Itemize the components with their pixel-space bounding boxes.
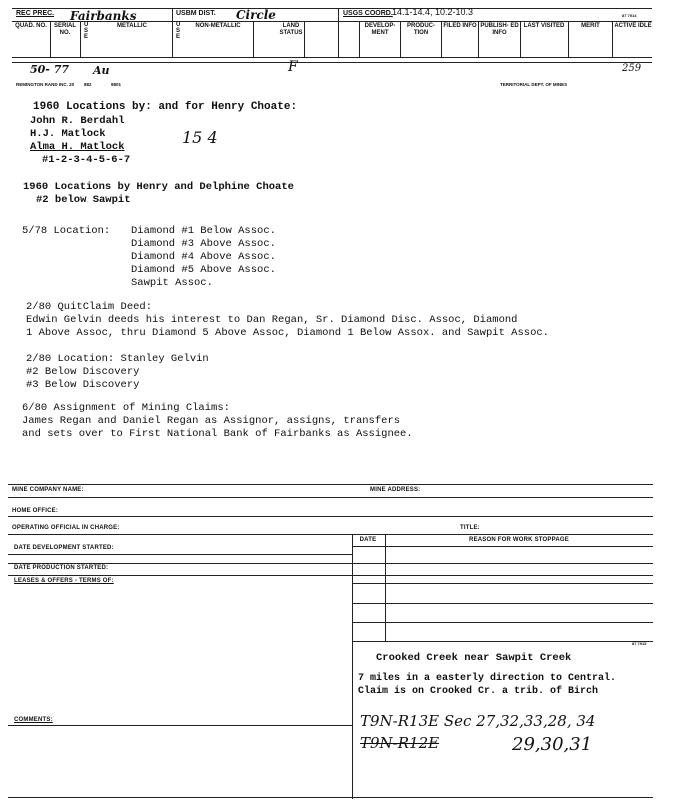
header-foot-border <box>12 62 652 63</box>
usg-letter-s: S <box>84 28 89 34</box>
usg-letters-metallic <box>84 22 92 40</box>
form-line <box>352 641 653 642</box>
block1-claims: #1-2-3-4-5-6-7 <box>42 154 131 166</box>
col-non-metallic: NON-METALLIC <box>195 23 241 29</box>
form-line <box>352 622 653 623</box>
form-line <box>8 575 653 576</box>
home-office-label: HOME OFFICE: <box>12 508 59 514</box>
usg-letter-u: U <box>84 22 89 28</box>
block3-item: Diamond #5 Above Assoc. <box>131 264 276 276</box>
block2-title: 1960 Locations by Henry and Delphine Choate <box>23 181 294 193</box>
printer-line: REMINGTON RAND INC. 20 <box>16 82 75 87</box>
form-line <box>8 497 653 498</box>
col-production: PRODUC- TION <box>407 23 435 36</box>
block3-item: Diamond #1 Below Assoc. <box>131 225 276 237</box>
block3-label: 5/78 Location: <box>22 225 111 237</box>
block2-line: #2 below Sawpit <box>36 194 131 206</box>
block4-line: 1 Above Assoc, thru Diamond 5 Above Assoc, Diamond 1 Below Assox. and Sawpit Assoc. <box>26 327 549 339</box>
block4-line: Edwin Gelvin deeds his interest to Dan Regan, Sr. Diamond Disc. Assoc, Diamond <box>26 314 518 326</box>
rec-prec-label: REC PREC. <box>16 10 55 17</box>
header-divider <box>338 8 339 57</box>
block3-item: Diamond #3 Above Assoc. <box>131 238 276 250</box>
usbm-dist-label: USBM DIST. <box>176 10 216 17</box>
date-column-header: DATE <box>359 537 377 543</box>
block6-title: 6/80 Assignment of Mining Claims: <box>22 402 230 414</box>
quad-no-value: 50- 77 <box>30 63 70 76</box>
block1-name: John R. Berdahl <box>30 115 125 127</box>
col-quad-no: QUAD. NO. <box>15 23 47 29</box>
block3-item: Diamond #4 Above Assoc. <box>131 251 276 263</box>
usbm-dist-value: Circle <box>236 8 276 22</box>
block6-line: James Regan and Daniel Regan as Assignor, assigns, transfers <box>22 415 401 427</box>
usgs-coord-value: 14.1-14.4, 10.2-10.3 <box>392 7 474 17</box>
col-filed-info: FILED INFO <box>443 23 477 29</box>
form-bottom-line <box>8 797 653 798</box>
col-divider <box>304 21 305 57</box>
header-divider <box>172 8 173 57</box>
form-line <box>352 546 653 547</box>
rec-prec-value: Fairbanks <box>70 9 137 23</box>
form-center-divider <box>352 534 353 799</box>
block4-title: 2/80 QuitClaim Deed: <box>26 301 153 313</box>
printer-number: 882 <box>84 82 92 87</box>
territorial-dept: TERRITORIAL DEPT. OF MINES <box>500 82 568 87</box>
col-divider <box>80 21 81 57</box>
block5-line: #2 Below Discovery <box>26 366 140 378</box>
block5-line: #3 Below Discovery <box>26 379 140 391</box>
location-note-title: Crooked Creek near Sawpit Creek <box>376 652 572 664</box>
usg-letter-e: E <box>84 34 89 40</box>
block6-line: and sets over to First National Bank of Fairbanks as Assignee. <box>22 428 413 440</box>
usgs-coord-label: USGS COORD. <box>343 10 393 17</box>
col-land-status: LAND STATUS <box>279 23 303 36</box>
usg-letter-u: U <box>176 22 181 28</box>
col-active-idle: ACTIVE IDLE <box>614 23 652 29</box>
handwritten-township: T9N-R13E Sec 27,32,33,28, 34 <box>360 712 596 730</box>
form-line <box>8 563 653 564</box>
date-prod-started-label: DATE PRODUCTION STARTED: <box>14 565 109 571</box>
land-status-value: F <box>288 59 298 75</box>
block1-title: 1960 Locations by: and for Henry Choate: <box>33 101 298 113</box>
usg-letters-nonmetallic <box>176 22 184 40</box>
col-development: DEVELOP- MENT <box>364 23 396 36</box>
form-line <box>352 583 653 584</box>
leases-offers-label: LEASES & OFFERS - TERMS OF: <box>14 578 114 584</box>
location-note-line: Claim is on Crooked Cr. a trib. of Birch <box>358 686 599 697</box>
form-line <box>8 534 653 535</box>
block3-item: Sawpit Assoc. <box>131 277 213 289</box>
form-line <box>8 516 653 517</box>
handwritten-township-struck: T9N-R12E <box>360 734 440 752</box>
col-merit: MERIT <box>581 23 600 29</box>
form-line <box>352 603 653 604</box>
date-dev-started-label: DATE DEVELOPMENT STARTED: <box>14 545 114 551</box>
usg-letter-s: S <box>176 28 181 34</box>
form-number: 87 7914 <box>622 13 637 18</box>
operating-official-label: OPERATING OFFICIAL IN CHARGE: <box>12 525 120 531</box>
handwritten-note: 15 4 <box>182 128 218 147</box>
col-serial-no: SERIAL NO. <box>53 23 76 36</box>
col-last-visited: LAST VISITED <box>523 23 565 29</box>
title-label: TITLE: <box>460 525 480 531</box>
comments-label: COMMENTS: <box>14 717 53 723</box>
metallic-value: Au <box>93 64 110 77</box>
form-line <box>8 484 653 485</box>
block1-name: H.J. Matlock <box>30 128 106 140</box>
header-bottom-border <box>12 57 652 58</box>
usg-letter-e: E <box>176 34 181 40</box>
form-line <box>8 725 352 726</box>
block5-title: 2/80 Location: Stanley Gelvin <box>26 353 209 365</box>
handwritten-sections: 29,30,31 <box>512 734 593 755</box>
active-idle-value: 259 <box>622 63 642 74</box>
mine-company-name-label: MINE COMPANY NAME: <box>12 487 84 493</box>
col-divider <box>253 21 254 57</box>
reason-column-header: REASON FOR WORK STOPPAGE <box>469 537 569 543</box>
form-date-divider <box>385 534 386 641</box>
form-line <box>8 554 352 555</box>
printer-number: 9801 <box>111 82 122 87</box>
col-published-info: PUBLISH- ED INFO <box>480 23 519 36</box>
block1-name: Alma H. Matlock <box>30 141 125 153</box>
location-note-line: 7 miles in a easterly direction to Central. <box>358 673 617 684</box>
mine-address-label: MINE ADDRESS: <box>370 487 421 493</box>
col-metallic: METALLIC <box>117 23 147 29</box>
form-number-2: 87 7915 <box>632 641 647 646</box>
